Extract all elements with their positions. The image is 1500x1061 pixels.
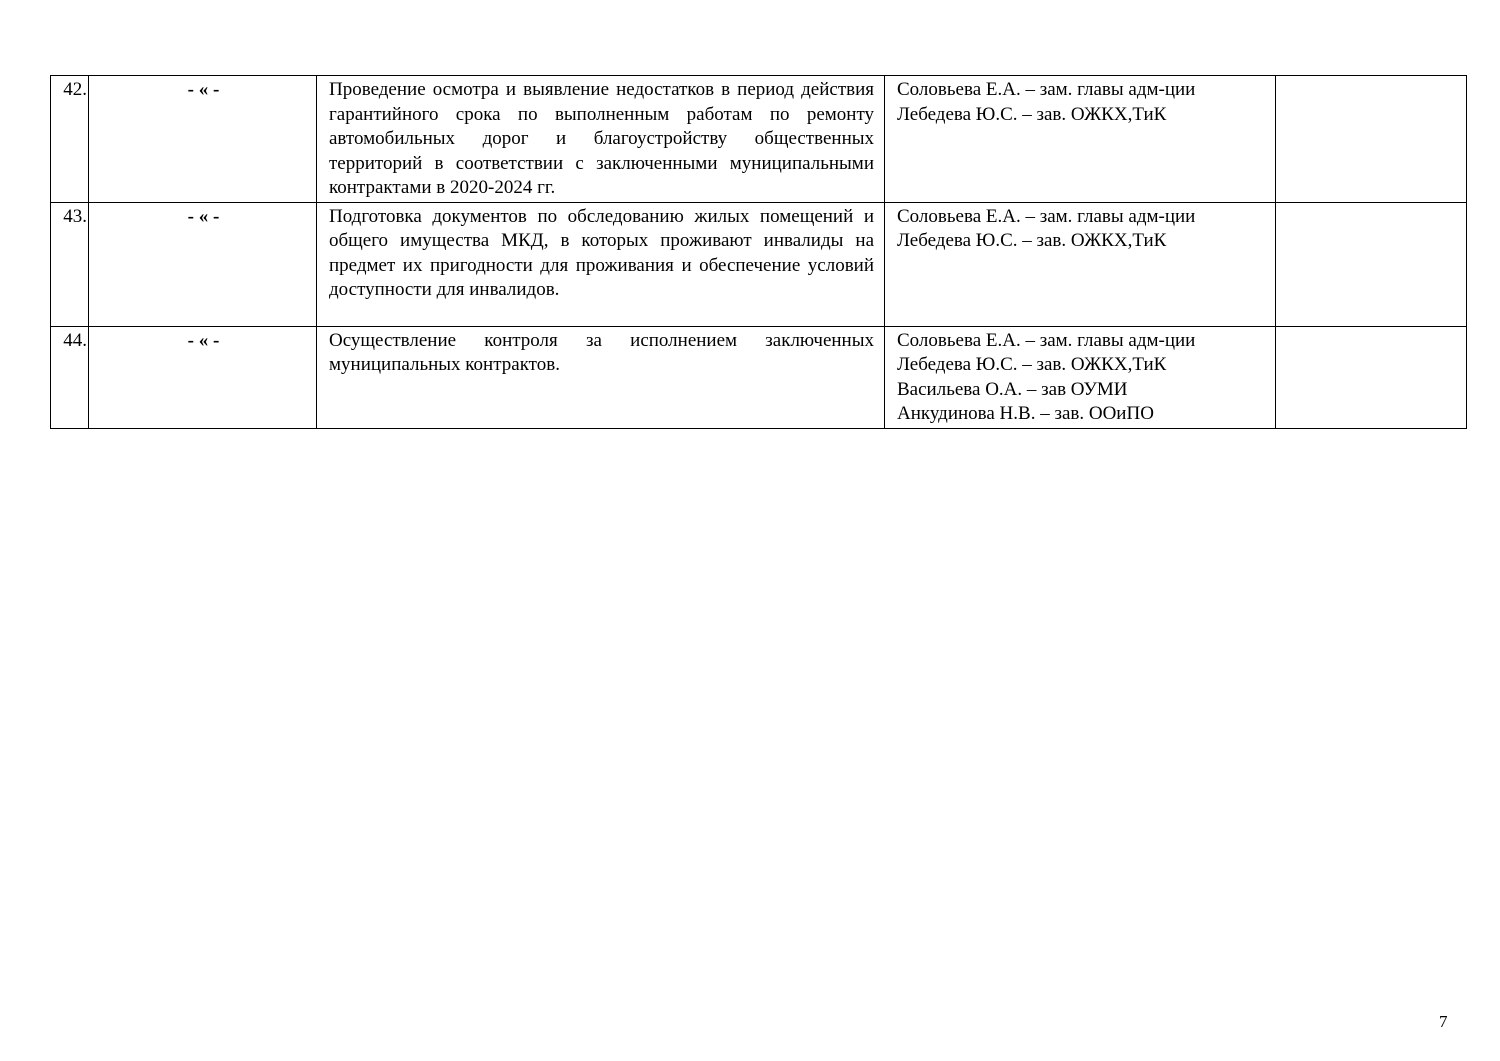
- responsible-person: Лебедева Ю.С. – зав. ОЖКХ,ТиК: [897, 103, 1167, 125]
- deadline-cell: - « -: [89, 76, 317, 203]
- note-cell: [1276, 326, 1467, 428]
- row-number: 42.: [51, 76, 89, 203]
- responsible-person: Соловьева Е.А. – зам. главы адм-ции: [897, 205, 1196, 227]
- note-cell: [1276, 202, 1467, 326]
- deadline-cell: - « -: [89, 202, 317, 326]
- table-row: [51, 326, 1467, 428]
- deadline-cell: - « -: [89, 326, 317, 428]
- table-row: [51, 76, 1467, 203]
- task-cell: Осуществление контроля за исполнением заключенных муниципальных контрактов.: [317, 326, 885, 428]
- responsible-person: Лебедева Ю.С. – зав. ОЖКХ,ТиК: [897, 230, 1167, 251]
- responsible-cell: [885, 326, 1276, 428]
- responsible-person: Лебедева Ю.С. – зав. ОЖКХ,ТиК: [897, 354, 1167, 375]
- responsible-cell: [885, 202, 1276, 326]
- task-cell: Подготовка документов по обследованию жилых помещений и общего имущества МКД, в которых проживают инвалиды на предмет их пригодности для проживания и обеспечение условий доступности для инвалидов.: [317, 202, 885, 326]
- responsible-cell: [885, 76, 1276, 203]
- table-row: [51, 202, 1467, 326]
- plan-table: [50, 75, 1467, 429]
- task-cell: Проведение осмотра и выявление недостатков в период действия гарантийного срока по выполненным работам по ремонту автомобильных дорог и благоустройству общественных территорий в соответствии с заключенными муниципальными контрактами в 2020-2024 гг.: [317, 76, 885, 203]
- row-number: 44.: [51, 326, 89, 428]
- responsible-person: Анкудинова Н.В. – зав. ООиПО: [897, 403, 1154, 424]
- page-number: 7: [1439, 1012, 1448, 1031]
- responsible-person: Соловьева Е.А. – зам. главы адм-ции: [897, 79, 1196, 100]
- row-number: 43.: [51, 202, 89, 326]
- note-cell: [1276, 76, 1467, 203]
- responsible-person: Васильева О.А. – зав ОУМИ: [897, 378, 1128, 400]
- responsible-person: Соловьева Е.А. – зам. главы адм-ции: [897, 329, 1196, 351]
